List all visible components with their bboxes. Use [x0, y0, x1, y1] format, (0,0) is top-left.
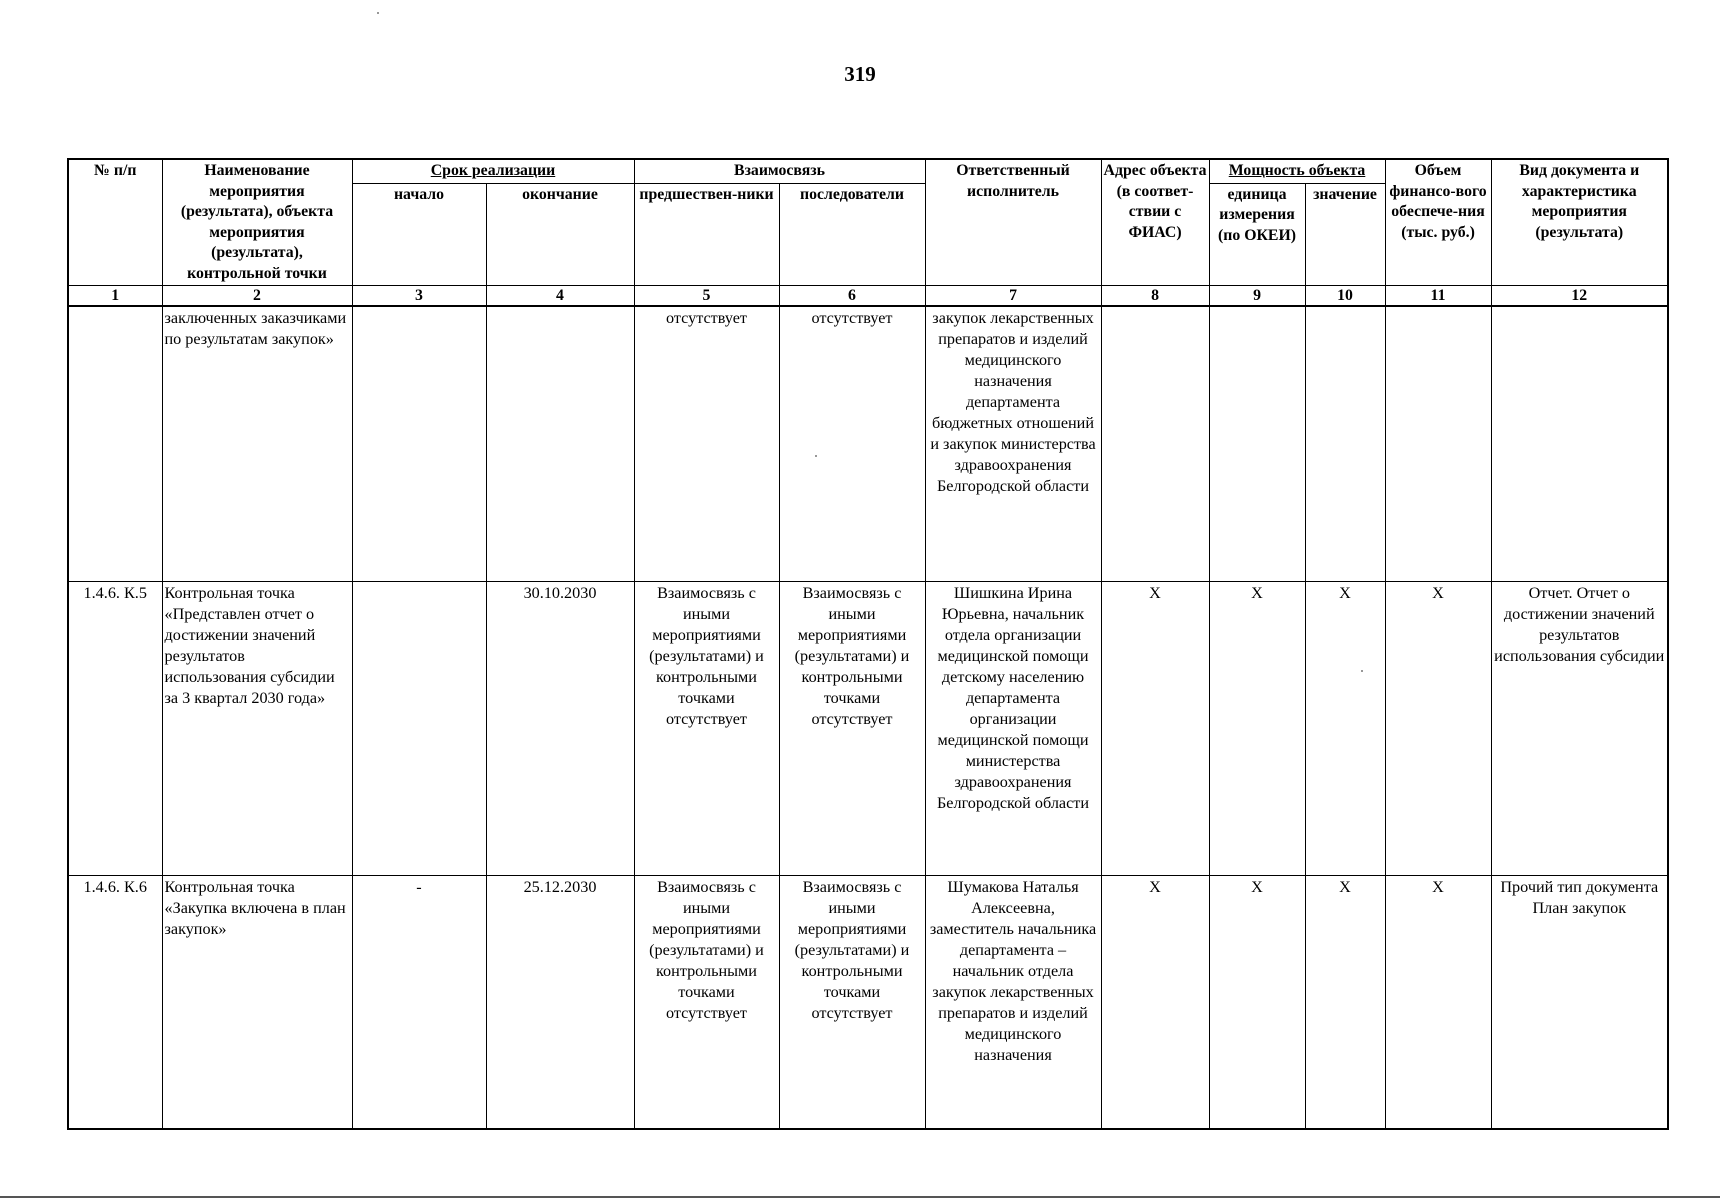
column-number: 5 [634, 286, 779, 307]
row-finance [1385, 306, 1491, 582]
row-value: Х [1305, 582, 1385, 876]
row-predecessors: Взаимосвязь с иными мероприятиями (результатами) и контрольными точками отсутствует [634, 582, 779, 876]
header-responsible: Ответственный исполнитель [925, 159, 1101, 286]
column-number: 3 [352, 286, 486, 307]
scan-bottom-edge [0, 1196, 1720, 1198]
scan-speck [377, 12, 379, 14]
row-name: Контрольная точка «Представлен отчет о достижении значений результатов использования субсидии за 3 квартал 2030 года» [162, 582, 352, 876]
plan-table [67, 158, 1669, 1130]
column-number: 2 [162, 286, 352, 307]
header-group-period: Срок реализации [352, 159, 634, 183]
row-doctype [1491, 306, 1668, 582]
row-unit: Х [1209, 876, 1305, 1130]
row-predecessors: Взаимосвязь с иными мероприятиями (результатами) и контрольными точками отсутствует [634, 876, 779, 1130]
header-num: № п/п [68, 159, 162, 286]
header-start: начало [352, 183, 486, 285]
header-group-capacity: Мощность объекта [1209, 159, 1385, 183]
row-successors: Взаимосвязь с иными мероприятиями (результатами) и контрольными точками отсутствует [779, 876, 925, 1130]
row-address [1101, 306, 1209, 582]
header-value: значение [1305, 183, 1385, 285]
row-end: 25.12.2030 [486, 876, 634, 1130]
column-number: 11 [1385, 286, 1491, 307]
row-value [1305, 306, 1385, 582]
row-name: Контрольная точка «Закупка включена в план закупок» [162, 876, 352, 1130]
row-num: 1.4.6. К.6 [68, 876, 162, 1130]
column-number: 6 [779, 286, 925, 307]
row-end [486, 306, 634, 582]
row-address: Х [1101, 876, 1209, 1130]
row-start [352, 582, 486, 876]
row-responsible: закупок лекарственных препаратов и изделий медицинского назначения департамента бюджетных отношений и закупок министерства здравоохранения Белгородской области [925, 306, 1101, 582]
table-row [68, 582, 1668, 876]
header-unit: единица измерения (по ОКЕИ) [1209, 183, 1305, 285]
row-unit [1209, 306, 1305, 582]
column-number: 4 [486, 286, 634, 307]
column-number: 1 [68, 286, 162, 307]
column-number: 8 [1101, 286, 1209, 307]
column-number: 7 [925, 286, 1101, 307]
header-name: Наименование мероприятия (результата), объекта мероприятия (результата), контрольной точки [162, 159, 352, 286]
row-responsible: Шумакова Наталья Алексеевна, заместитель начальника департамента – начальник отдела закупок лекарственных препаратов и изделий медицинского назначения [925, 876, 1101, 1130]
row-successors: Взаимосвязь с иными мероприятиями (результатами) и контрольными точками отсутствует [779, 582, 925, 876]
row-unit: Х [1209, 582, 1305, 876]
column-number: 10 [1305, 286, 1385, 307]
row-predecessors: отсутствует [634, 306, 779, 582]
table-row [68, 876, 1668, 1130]
row-doctype: Отчет. Отчет о достижении значений результатов использования субсидии [1491, 582, 1668, 876]
row-end: 30.10.2030 [486, 582, 634, 876]
row-value: Х [1305, 876, 1385, 1130]
column-number: 12 [1491, 286, 1668, 307]
column-number: 9 [1209, 286, 1305, 307]
header-end: окончание [486, 183, 634, 285]
row-start [352, 306, 486, 582]
header-group-relation: Взаимосвязь [634, 159, 925, 183]
column-numbers-row [68, 286, 1668, 307]
header-row-1 [68, 159, 1668, 183]
row-finance: Х [1385, 876, 1491, 1130]
header-finance: Объем финансо-вого обеспече-ния (тыс. руб.) [1385, 159, 1491, 286]
scan-speck [1361, 670, 1363, 672]
table-row [68, 306, 1668, 582]
page-number: 319 [844, 62, 876, 86]
header-successors: последователи [779, 183, 925, 285]
header-address: Адрес объекта (в соответ-ствии с ФИАС) [1101, 159, 1209, 286]
row-finance: Х [1385, 582, 1491, 876]
row-address: Х [1101, 582, 1209, 876]
row-doctype: Прочий тип документа План закупок [1491, 876, 1668, 1130]
header-predecessors: предшествен-ники [634, 183, 779, 285]
scan-speck [815, 455, 817, 457]
row-name: заключенных заказчиками по результатам закупок» [162, 306, 352, 582]
row-start: - [352, 876, 486, 1130]
header-doctype: Вид документа и характеристика мероприятия (результата) [1491, 159, 1668, 286]
row-successors: отсутствует [779, 306, 925, 582]
row-num: 1.4.6. К.5 [68, 582, 162, 876]
row-num [68, 306, 162, 582]
row-responsible: Шишкина Ирина Юрьевна, начальник отдела организации медицинской помощи детскому населению департамента организации медицинской помощи министерства здравоохранения Белгородской области [925, 582, 1101, 876]
